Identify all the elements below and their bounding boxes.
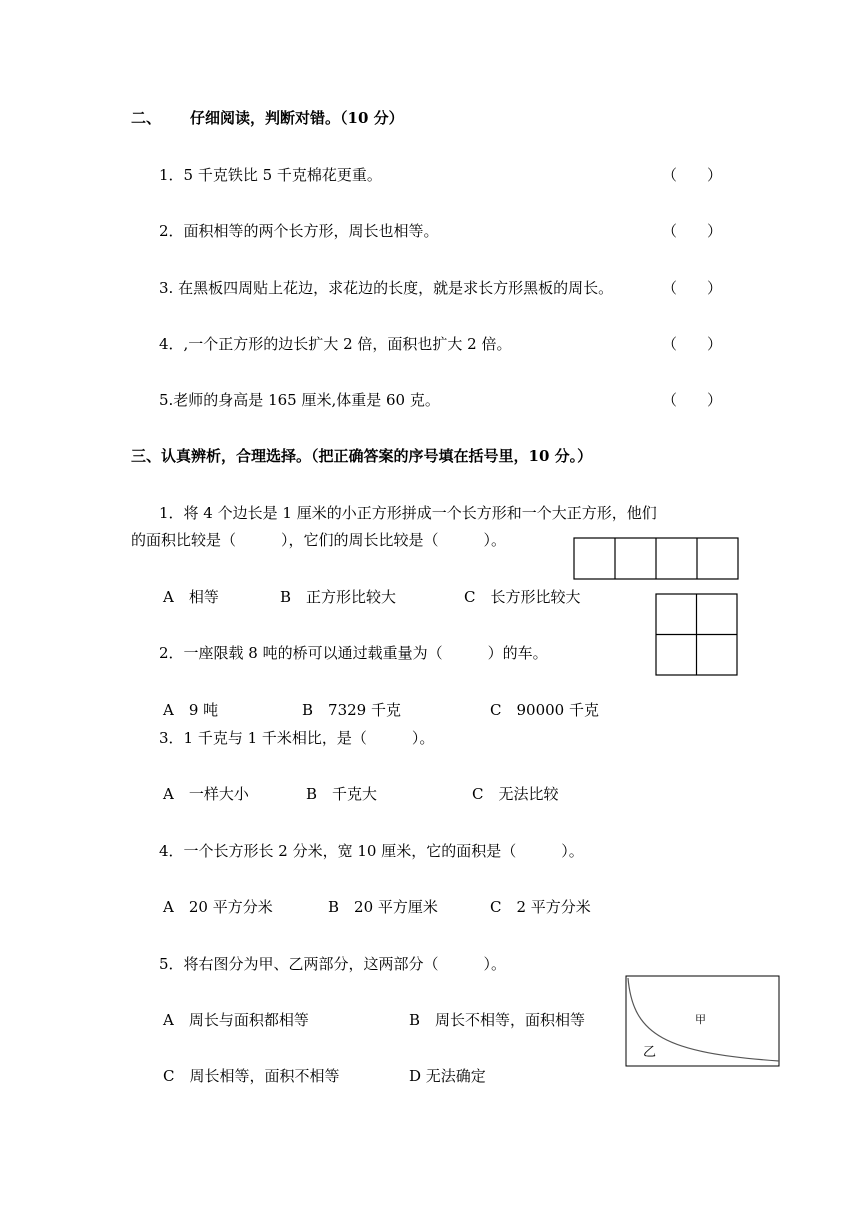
q4-option-c: C 2 平方分米 — [490, 898, 591, 916]
q5-option-d: D 无法确定 — [409, 1067, 486, 1085]
s2-item-4: 4．,一个正方形的边长扩大 2 倍，面积也扩大 2 倍。 — [159, 335, 512, 353]
s2-item-2: 2．面积相等的两个长方形，周长也相等。 — [159, 222, 439, 240]
q4-text: 4．一个长方形长 2 分米，宽 10 厘米，它的面积是（ ）。 — [159, 842, 584, 860]
q5-option-c: C 周长相等，面积不相等 — [163, 1067, 340, 1085]
q1-option-c: C 长方形比较大 — [464, 588, 581, 606]
q1-line2: 的面积比较是（ ），它们的周长比较是（ ）。 — [131, 531, 507, 549]
q5-text: 5．将右图分为甲、乙两部分，这两部分（ ）。 — [159, 955, 507, 973]
q4-option-a: A 20 平方分米 — [163, 898, 273, 916]
s2-answer-paren-5[interactable]: （ ） — [662, 391, 723, 409]
s2-item-1: 1．5 千克铁比 5 千克棉花更重。 — [159, 166, 382, 184]
q1-option-a: A 相等 — [163, 588, 219, 606]
section2-number: 二、 — [131, 109, 162, 127]
q2-text: 2．一座限载 8 吨的桥可以通过载重量为（ ）的车。 — [159, 644, 548, 662]
q3-option-b: B 千克大 — [306, 785, 378, 803]
q3-text: 3．1 千克与 1 千米相比，是（ ）。 — [159, 729, 435, 747]
q2-option-b: B 7329 千克 — [302, 701, 401, 719]
figure-label-yi: 乙 — [643, 1045, 657, 1060]
figure-label-jia: 甲 — [695, 1013, 706, 1026]
s2-item-5: 5.老师的身高是 165 厘米,体重是 60 克。 — [159, 391, 440, 409]
rectangle-figure — [573, 537, 739, 581]
square-figure — [655, 593, 739, 677]
q5-option-a: A 周长与面积都相等 — [163, 1011, 309, 1029]
s2-answer-paren-3[interactable]: （ ） — [662, 279, 723, 297]
s2-answer-paren-4[interactable]: （ ） — [662, 335, 723, 353]
q4-option-b: B 20 平方厘米 — [328, 898, 438, 916]
q3-option-c: C 无法比较 — [472, 785, 559, 803]
s2-answer-paren-1[interactable]: （ ） — [662, 166, 723, 184]
s2-item-3: 3. 在黑板四周贴上花边，求花边的长度，就是求长方形黑板的周长。 — [159, 279, 614, 297]
q3-option-a: A 一样大小 — [163, 785, 249, 803]
s2-answer-paren-2[interactable]: （ ） — [662, 222, 723, 240]
section3-title: 三、认真辨析，合理选择。（把正确答案的序号填在括号里，10 分。） — [131, 447, 593, 465]
q5-option-b: B 周长不相等，面积相等 — [409, 1011, 586, 1029]
q1-line1: 1．将 4 个边长是 1 厘米的小正方形拼成一个长方形和一个大正方形，他们 — [159, 504, 657, 522]
q1-option-b: B 正方形比较大 — [280, 588, 397, 606]
q2-option-a: A 9 吨 — [163, 701, 219, 719]
q2-option-c: C 90000 千克 — [490, 701, 599, 719]
curve-division-figure — [625, 975, 781, 1068]
section2-title: 仔细阅读，判断对错。（10 分） — [190, 109, 404, 127]
